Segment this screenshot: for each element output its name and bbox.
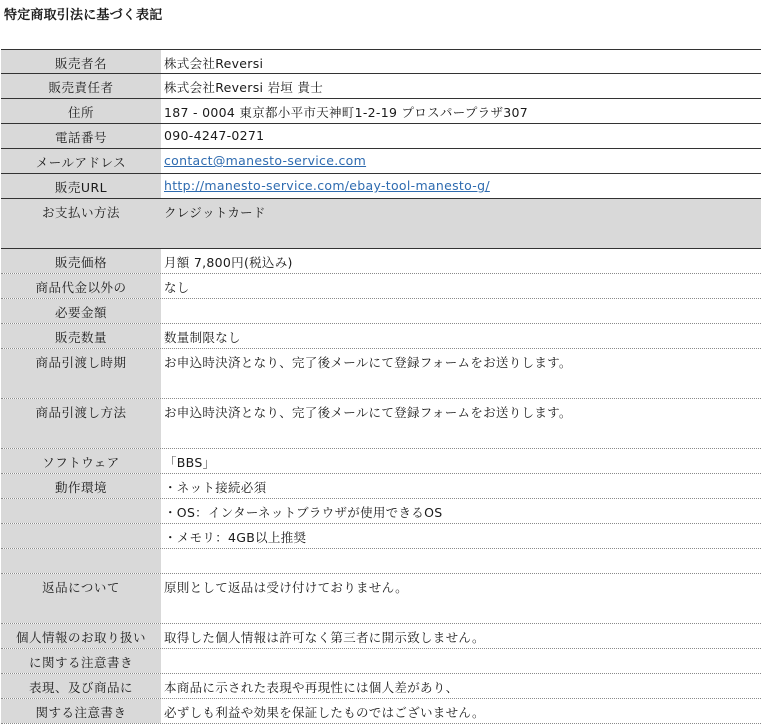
row-privacy-1 — [1, 624, 761, 649]
value-software: 「BBS」 — [161, 449, 761, 473]
label-environment: 動作環境 — [1, 474, 161, 498]
row-environment-4 — [1, 549, 761, 574]
label-environment-blank-4 — [1, 549, 161, 573]
label-privacy-1: 個人情報のお取り扱い — [1, 624, 161, 648]
row-disclaimer-1 — [1, 674, 761, 699]
row-environment-2 — [1, 499, 761, 524]
row-privacy-2 — [1, 649, 761, 674]
label-disclaimer-2: 関する注意書き — [1, 699, 161, 723]
label-quantity: 販売数量 — [1, 324, 161, 348]
label-price: 販売価格 — [1, 249, 161, 273]
row-software — [1, 449, 761, 474]
label-phone: 電話番号 — [1, 124, 161, 148]
label-returns: 返品について — [1, 574, 161, 623]
value-disclaimer-1: 本商品に示された表現や再現性には個人差があり、 — [161, 674, 761, 698]
row-url — [1, 174, 761, 199]
value-email-cell — [161, 149, 761, 173]
value-delivery-method: お申込時決済となり、完了後メールにて登録フォームをお送りします。 — [161, 399, 761, 448]
label-environment-blank-2 — [1, 499, 161, 523]
value-other-fees: なし — [161, 274, 761, 298]
value-environment-line-3: ・メモリ：4GB以上推奨 — [161, 524, 761, 548]
value-disclaimer-2: 必ずしも利益や効果を保証したものではございません。 — [161, 699, 761, 723]
value-other-fees-2 — [161, 299, 761, 323]
row-seller-name — [1, 49, 761, 74]
label-privacy-2: に関する注意書き — [1, 649, 161, 673]
value-address: 187 - 0004 東京都小平市天神町1-2-19 プロスパープラザ307 — [161, 99, 761, 123]
row-other-fees-1 — [1, 274, 761, 299]
email-link[interactable]: contact@manesto-service.com — [164, 153, 367, 168]
label-address: 住所 — [1, 99, 161, 123]
label-delivery-method: 商品引渡し方法 — [1, 399, 161, 448]
value-privacy: 取得した個人情報は許可なく第三者に開示致しません。 — [161, 624, 761, 648]
label-payment: お支払い方法 — [1, 199, 161, 248]
value-url-cell — [161, 174, 761, 198]
value-privacy-2 — [161, 649, 761, 673]
row-responsible — [1, 74, 761, 99]
value-price: 月額 7,800円(税込み) — [161, 249, 761, 273]
value-delivery-time: お申込時決済となり、完了後メールにて登録フォームをお送りします。 — [161, 349, 761, 398]
value-seller-name: 株式会社Reversi — [161, 50, 761, 73]
value-phone: 090-4247-0271 — [161, 124, 761, 148]
sales-url-link[interactable]: http://manesto-service.com/ebay-tool-manesto-g/ — [164, 178, 490, 193]
row-returns — [1, 574, 761, 624]
label-other-fees-1: 商品代金以外の — [1, 274, 161, 298]
value-environment-line-2: ・OS：インターネットブラウザが使用できるOS — [161, 499, 761, 523]
value-environment-line-1: ・ネット接続必須 — [161, 474, 761, 498]
row-email — [1, 149, 761, 174]
row-other-fees-2 — [1, 299, 761, 324]
row-environment-1 — [1, 474, 761, 499]
row-payment — [1, 199, 761, 249]
label-software: ソフトウェア — [1, 449, 161, 473]
row-disclaimer-2 — [1, 699, 761, 724]
label-url: 販売URL — [1, 174, 161, 198]
label-disclaimer-1: 表現、及び商品に — [1, 674, 161, 698]
legal-notice-table — [1, 49, 761, 724]
row-price — [1, 249, 761, 274]
row-delivery-time — [1, 349, 761, 399]
label-delivery-time: 商品引渡し時期 — [1, 349, 161, 398]
label-email: メールアドレス — [1, 149, 161, 173]
row-environment-3 — [1, 524, 761, 549]
value-quantity: 数量制限なし — [161, 324, 761, 348]
row-delivery-method — [1, 399, 761, 449]
label-environment-blank-3 — [1, 524, 161, 548]
value-returns: 原則として返品は受け付けておりません。 — [161, 574, 761, 623]
value-environment-blank-4 — [161, 549, 761, 573]
value-payment: クレジットカード — [161, 199, 761, 248]
page-title: 特定商取引法に基づく表記 — [4, 8, 163, 23]
row-address — [1, 99, 761, 124]
row-phone — [1, 124, 761, 149]
row-quantity — [1, 324, 761, 349]
label-other-fees-2: 必要金額 — [1, 299, 161, 323]
label-responsible: 販売責任者 — [1, 74, 161, 98]
value-responsible: 株式会社Reversi 岩垣 貴士 — [161, 74, 761, 98]
label-seller-name: 販売者名 — [1, 50, 161, 73]
